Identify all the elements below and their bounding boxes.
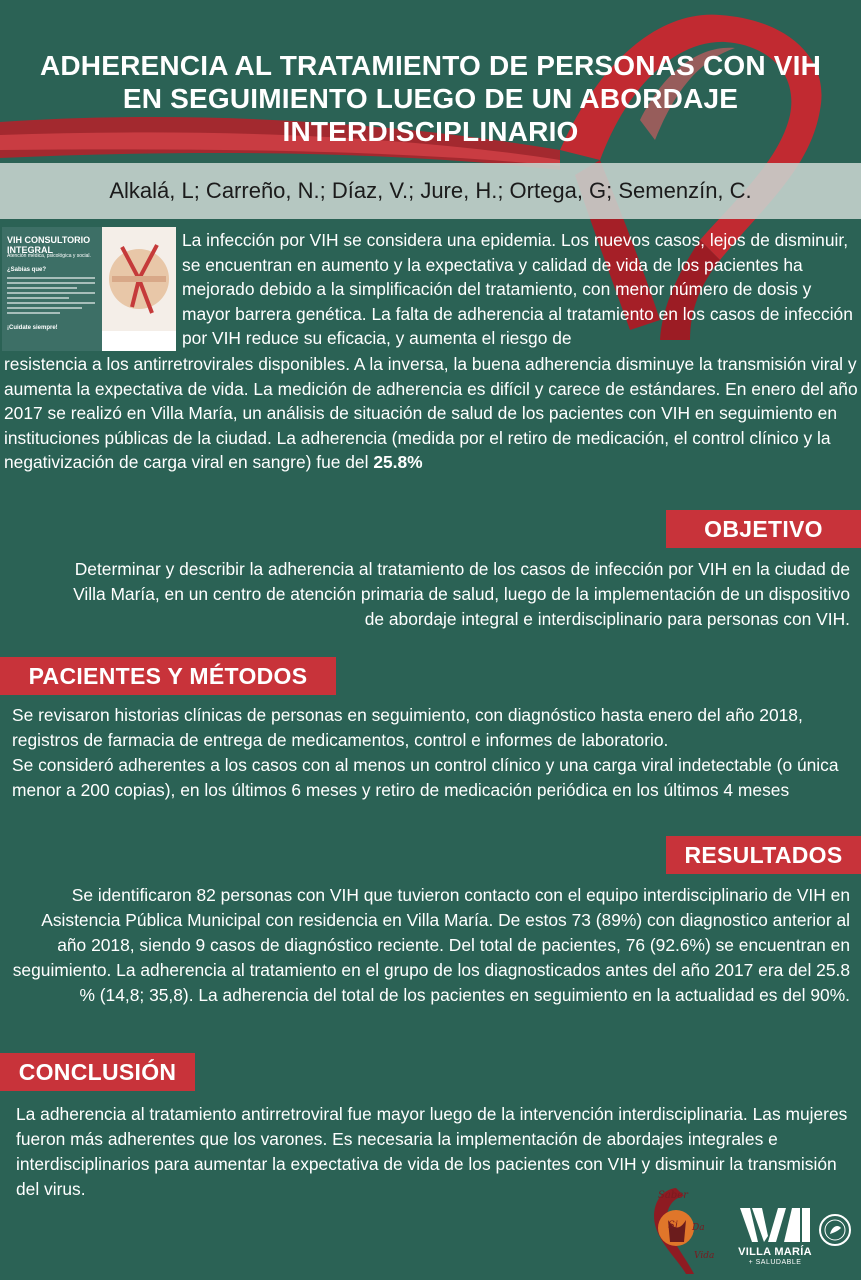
thumbnail-text-lines (7, 277, 95, 317)
metodos-text-2: Se consideró adherentes a los casos con al menos un control clínico y una carga viral indetectable (o única menor a 200 copias), en los últimos 6 meses y retiro de medicación periódica en los últimos 4 meses (12, 755, 839, 800)
resultados-heading: RESULTADOS (666, 836, 861, 874)
authors-list: Alkalá, L; Carreño, N.; Díaz, V.; Jure, H.; Ortega, G; Semenzín, C. (109, 178, 752, 203)
villa-maria-saludable-logo (732, 1206, 818, 1272)
thumbnail-title: VIH CONSULTORIO INTEGRAL (7, 235, 91, 255)
introduction-part-2-text: resistencia a los antirretrovirales disponibles. A la inversa, la buena adherencia disminuye la transmisión viral y aumenta la expectativa de vida. La medición de adherencia es difícil y carece de estándares. En enero del año 2017 se realizó en Villa María, un análisis de situación de salud de los pacientes con VIH en seguimiento en instituciones públicas de la ciudad. La adherencia (medida por el retiro de medicación, el control clínico y la negativización de carga viral en sangre) fue del (4, 354, 858, 473)
conclusion-heading: CONCLUSIÓN (0, 1053, 195, 1091)
poster-title: ADHERENCIA AL TRATAMIENTO DE PERSONAS CON VIH EN SEGUIMIENTO LUEGO DE UN ABORDAJE INTERDISCIPLINARIO (39, 49, 822, 147)
villa-maria-sub-label: + SALUDABLE (748, 1259, 802, 1266)
thumbnail-question: ¿Sabías que? (7, 267, 47, 273)
objetivo-text: Determinar y describir la adherencia al tratamiento de los casos de infección por VIH en la ciudad de Villa María, en un centro de atención primaria de salud, luego de la implementación de un dispositivo de abordaje integral e interdisciplinario para personas con VIH. (73, 559, 850, 629)
metodos-heading: PACIENTES Y MÉTODOS (0, 657, 336, 695)
thumbnail-closing: ¡Cuidate siempre! (7, 325, 58, 331)
thumbnail-logo-strip (102, 331, 176, 351)
thumbnail-subtitle: Atención médica, psicológica y social. (7, 253, 91, 259)
poster-thumbnail-image (2, 227, 176, 351)
conclusion-text: La adherencia al tratamiento antirretroviral fue mayor luego de la intervención interdisciplinaria. Las mujeres fueron más adherentes que los varones. Es necesaria la implementación de abordajes integrales e interdisciplinarios para aumentar la expectativa de vida de los pacientes con VIH y disminuir la transmisión del virus. (16, 1104, 848, 1199)
objetivo-heading: OBJETIVO (666, 510, 861, 548)
metodos-text-1: Se revisaron historias clínicas de personas en seguimiento, con diagnóstico hasta enero del año 2018, registros de farmacia de entrega de medicamentos, control e informes de laboratorio. (12, 705, 803, 750)
svg-text:Si: Si (668, 1220, 679, 1231)
adherence-highlight: 25.8% (373, 452, 423, 473)
svg-text:Vida: Vida (694, 1251, 715, 1261)
saber-si-da-vida-logo (628, 1180, 728, 1276)
villa-maria-label: VILLA MARÍA (738, 1246, 812, 1258)
resultados-text: Se identificaron 82 personas con VIH que tuvieron contacto con el equipo interdisciplinario de VIH en Asistencia Pública Municipal con residencia en Villa María. De estos 73 (89%) con diagnostico anterior al año 2018, siendo 9 casos de diagnóstico reciente. Del total de pacientes, 76 (92.6%) se encuentran en seguimiento. La adherencia al tratamiento en el grupo de los diagnosticados antes del año 2017 era del 25.8 % (14,8; 35,8). La adherencia del total de los pacientes en seguimiento en la actualidad es del 90%. (12, 885, 850, 1005)
svg-text:Da: Da (692, 1223, 705, 1233)
municipal-seal-icon (817, 1212, 853, 1248)
svg-text:Saber: Saber (658, 1190, 688, 1201)
introduction-part-2 (4, 352, 858, 475)
introduction-part-1: La infección por VIH se considera una epidemia. Los nuevos casos, lejos de disminuir, se encuentran en aumento y la expectativa y calidad de vida de los pacientes ha mejorado debido a la simplificación del tratamiento, con menor número de dosis y mayor barrera genética. La falta de adherencia al tratamiento en los casos de infección por VIH reduce su eficacia, y aumenta el riesgo de (182, 230, 853, 349)
villa-maria-mark-icon (738, 1206, 812, 1246)
